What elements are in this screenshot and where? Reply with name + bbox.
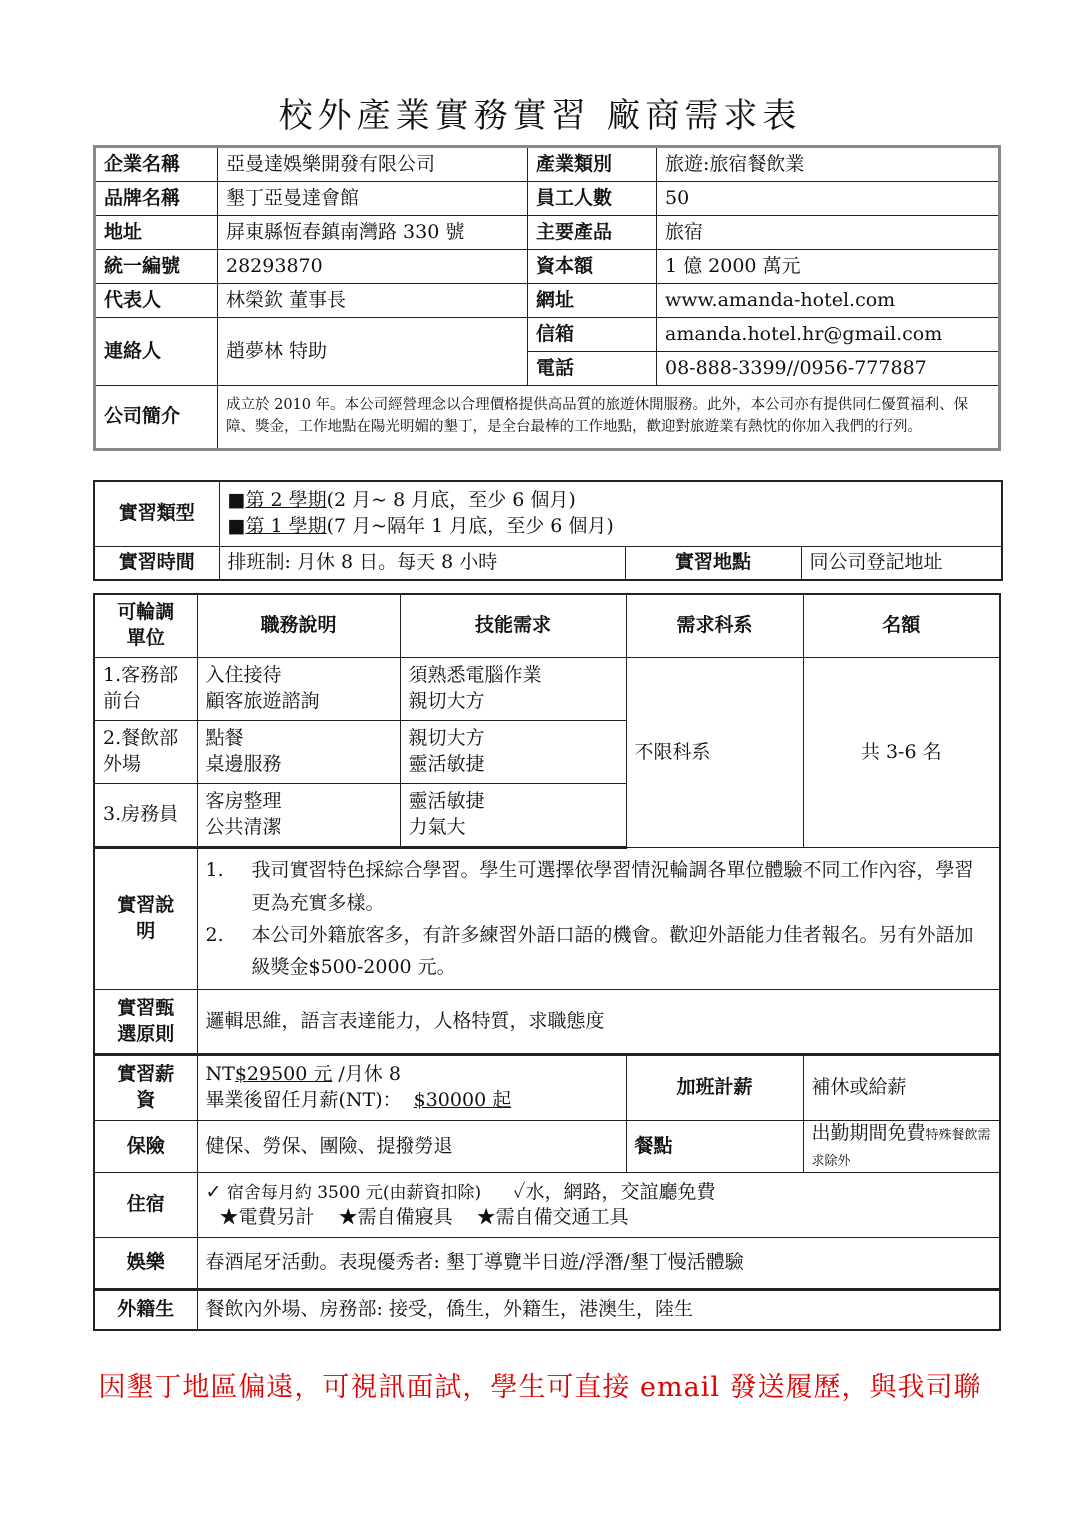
- capital-label: 資本額: [528, 250, 657, 284]
- foreign-student: 餐飲內外場、房務部: 接受，僑生，外籍生，港澳生，陸生: [197, 1290, 1000, 1331]
- housing-free: 水，網路，交誼廳免費: [525, 1180, 716, 1203]
- foreign-student-label: 外籍生: [94, 1290, 197, 1331]
- item-text: 我司實習特色採綜合學習。學生可選擇依學習情況輪調各單位體驗不同工作內容，學習更為充實多樣。: [251, 859, 974, 914]
- jobs-table: [93, 593, 1001, 1331]
- item-number: 1.: [205, 859, 224, 882]
- table-row-unit: [94, 721, 197, 784]
- skill-line: 親切大方: [408, 690, 485, 712]
- duty-line: 點餐: [205, 727, 244, 750]
- meal: [803, 1121, 1000, 1173]
- salary-line: [206, 1062, 618, 1088]
- overtime: 補休或給薪: [803, 1055, 1000, 1121]
- salary-label: [94, 1055, 197, 1121]
- salary-label-line1: 實習薪: [117, 1063, 175, 1086]
- company-name: 亞曼達娛樂開發有限公司: [218, 147, 528, 182]
- salary-prefix: NT: [205, 1063, 235, 1086]
- check-icon: ✓: [205, 1180, 222, 1203]
- unit-line: 外場: [103, 753, 142, 775]
- housing-label: 住宿: [94, 1173, 197, 1238]
- type-label: 實習類型: [94, 481, 219, 547]
- website-label: 網址: [528, 284, 657, 318]
- housing-line2: [206, 1205, 992, 1231]
- skill-line: 靈活敏捷: [408, 790, 485, 813]
- product-label: 主要產品: [528, 216, 657, 250]
- skill-line: 親切大方: [408, 727, 485, 750]
- duty-line: 顧客旅遊諮詢: [205, 690, 320, 712]
- type-term-2: 第 1 學期: [245, 515, 327, 537]
- skill-line: 力氣大: [408, 816, 466, 838]
- header-department: 需求科系: [626, 594, 803, 658]
- employees-label: 員工人數: [528, 182, 657, 216]
- table-row-skill: [400, 658, 626, 721]
- salary-after-prefix: 畢業後留任月薪(NT)：: [205, 1089, 402, 1111]
- company-info-table: [93, 145, 1001, 451]
- company-name-label: 企業名稱: [95, 147, 218, 182]
- type-detail-1: (2 月~ 8 月底，至少 6 個月): [326, 489, 576, 512]
- intro-label: 公司簡介: [95, 386, 218, 450]
- housing: [197, 1173, 1000, 1238]
- header-duty: 職務說明: [197, 594, 400, 658]
- housing-line1: [206, 1180, 992, 1206]
- description-label: [94, 848, 197, 990]
- salary-after: $30000 起: [413, 1089, 512, 1111]
- contact-label: 連絡人: [95, 318, 218, 386]
- header-quota: 名額: [803, 594, 1000, 658]
- phone-label: 電話: [528, 352, 657, 386]
- department: 不限科系: [626, 658, 803, 848]
- brand-label: 品牌名稱: [95, 182, 218, 216]
- type-options: [219, 481, 1002, 547]
- table-row-duty: [197, 721, 400, 784]
- header-unit: [94, 594, 197, 658]
- description-label-line1: 實習說: [117, 894, 175, 917]
- salary-label-line2: 資: [136, 1089, 156, 1111]
- employees: 50: [657, 182, 1000, 216]
- criteria: 邏輯思維，語言表達能力，人格特質，求職態度: [197, 990, 1000, 1055]
- industry-label: 產業類別: [528, 147, 657, 182]
- duty-line: 入住接待: [205, 664, 282, 687]
- place-label: 實習地點: [625, 547, 801, 581]
- duty-line: 客房整理: [205, 790, 282, 813]
- unit-line: 2.餐飲部: [103, 727, 179, 750]
- salary-amount: $29500 元: [234, 1063, 333, 1086]
- housing-note: ★需自備交通工具: [476, 1206, 629, 1229]
- insurance-label: 保險: [94, 1121, 197, 1173]
- table-row-skill: [400, 784, 626, 848]
- internship-time: 排班制: 月休 8 日。每天 8 小時: [219, 547, 625, 581]
- email-label: 信箱: [528, 318, 657, 352]
- contact: 趙夢林 特助: [218, 318, 528, 386]
- type-term-1: 第 2 學期: [245, 489, 327, 512]
- brand: 墾丁亞曼達會館: [218, 182, 528, 216]
- criteria-label-line2: 選原則: [117, 1022, 175, 1045]
- housing-note: ★電費另計: [219, 1206, 315, 1229]
- description-label-line2: 明: [136, 920, 156, 942]
- product: 旅宿: [657, 216, 1000, 250]
- unit-line: 前台: [103, 690, 142, 712]
- entertainment: 春酒尾牙活動。表現優秀者: 墾丁導覽半日遊/浮潛/墾丁慢活體驗: [197, 1238, 1000, 1290]
- insurance: 健保、勞保、團險、提撥勞退: [197, 1121, 626, 1173]
- entertainment-label: 娛樂: [94, 1238, 197, 1290]
- internship-type-table: [93, 480, 1003, 581]
- table-row-skill: [400, 721, 626, 784]
- website: www.amanda-hotel.com: [657, 284, 1000, 318]
- salary-after-line: [206, 1088, 618, 1114]
- skill-line: 須熟悉電腦作業: [408, 664, 542, 687]
- checkbox-icon: ■: [227, 515, 246, 537]
- type-option-2: [228, 514, 994, 540]
- table-row-unit: [94, 658, 197, 721]
- quota: 共 3-6 名: [803, 658, 1000, 848]
- duty-line: 桌邊服務: [205, 753, 282, 775]
- table-row-duty: [197, 784, 400, 848]
- meal-text: 出勤期間免費: [811, 1122, 926, 1144]
- address-label: 地址: [95, 216, 218, 250]
- type-detail-2: (7 月~隔年 1 月底，至少 6 個月): [326, 515, 614, 537]
- housing-note: ★需自備寢具: [338, 1206, 453, 1229]
- check-icon: ✓: [513, 1180, 526, 1203]
- description-item: [206, 854, 992, 919]
- footer-note: 因墾丁地區偏遠，可視訊面試，學生可直接 email 發送履歷，與我司聯: [98, 1372, 982, 1403]
- item-number: 2.: [205, 924, 224, 946]
- duty-line: 公共清潔: [205, 816, 282, 838]
- industry: 旅遊:旅宿餐飲業: [657, 147, 1000, 182]
- overtime-label: 加班計薪: [626, 1055, 803, 1121]
- email: amanda.hotel.hr@gmail.com: [657, 318, 1000, 352]
- internship-place: 同公司登記地址: [801, 547, 1002, 581]
- tax-id-label: 統一編號: [95, 250, 218, 284]
- meal-label: 餐點: [626, 1121, 803, 1173]
- capital: 1 億 2000 萬元: [657, 250, 1000, 284]
- salary: [197, 1055, 626, 1121]
- type-option-1: [228, 488, 994, 514]
- address: 屏東縣恆春鎮南灣路 330 號: [218, 216, 528, 250]
- table-row-unit: 3.房務員: [94, 784, 197, 848]
- tax-id: 28293870: [218, 250, 528, 284]
- time-label: 實習時間: [94, 547, 219, 581]
- meal-note: 特殊餐飲需求除外: [811, 1128, 991, 1169]
- header-unit-line2: 單位: [126, 627, 165, 649]
- criteria-label: [94, 990, 197, 1055]
- housing-dorm: 宿舍每月約 3500 元(由薪資扣除): [221, 1182, 482, 1203]
- page-title: 校外產業實務實習 廠商需求表: [278, 96, 802, 136]
- criteria-label-line1: 實習甄: [117, 996, 175, 1019]
- unit-line: 1.客務部: [103, 664, 179, 687]
- description-list: [197, 848, 1000, 990]
- skill-line: 靈活敏捷: [408, 753, 485, 775]
- table-row-duty: [197, 658, 400, 721]
- representative: 林榮欽 董事長: [218, 284, 528, 318]
- representative-label: 代表人: [95, 284, 218, 318]
- item-text: 本公司外籍旅客多，有許多練習外語口語的機會。歡迎外語能力佳者報名。另有外語加級獎金$500-2000 元。: [251, 924, 974, 979]
- description-item: [206, 919, 992, 984]
- checkbox-icon: ■: [227, 489, 246, 512]
- header-skill: 技能需求: [400, 594, 626, 658]
- header-unit-line1: 可輪調: [117, 601, 175, 624]
- phone: 08-888-3399//0956-777887: [657, 352, 1000, 386]
- salary-suffix: /月休 8: [332, 1063, 401, 1086]
- company-intro: 成立於 2010 年。本公司經營理念以合理價格提供高品質的旅遊休閒服務。此外，本公司亦有提供同仁優質福利、保障、獎金，工作地點在陽光明媚的墾丁，是全台最棒的工作地點，歡迎對旅遊業有熱忱的你加入我們的行列。: [218, 386, 1000, 450]
